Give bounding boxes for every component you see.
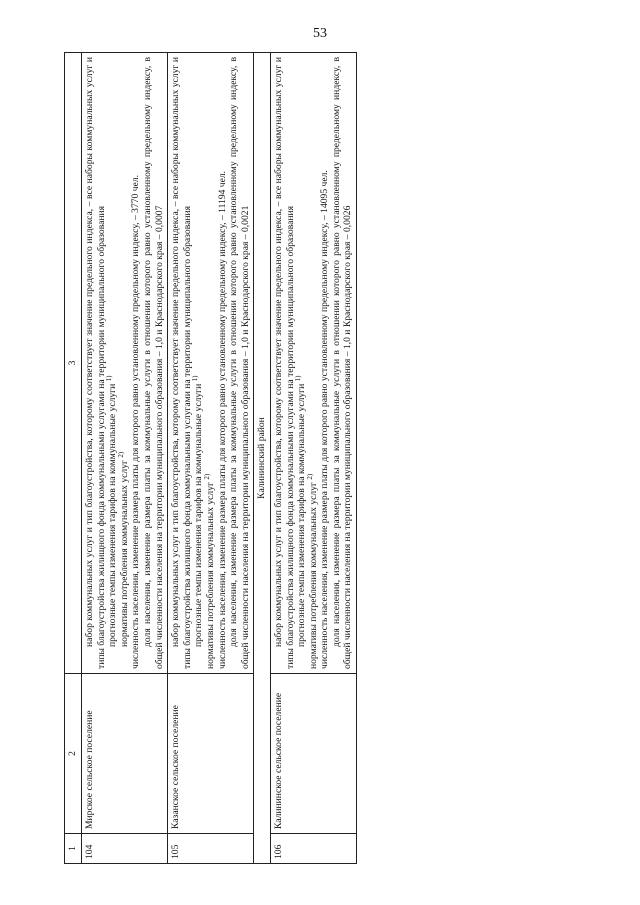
description-line: прогнозные темпы изменения тарифов на коммунальные услуги $^{1)}$ — [191, 375, 205, 647]
settlement-name: Казанское сельское поселение — [168, 674, 254, 834]
settlement-name: Калининское сельское поселение — [270, 674, 356, 834]
rotated-table-wrapper — [64, 53, 564, 864]
description-line: численность населения, изменение размера платы для которого равно установленному предельному индексу, – 3770 чел. — [130, 175, 142, 669]
district-row — [254, 53, 271, 864]
description-line: прогнозные темпы изменения тарифов на коммунальные услуги $^{1)}$ — [105, 375, 119, 647]
row-number: 105 — [168, 834, 254, 864]
description-line: прогнозные темпы изменения тарифов на коммунальные услуги $^{1)}$ — [293, 375, 308, 647]
table-row — [270, 53, 356, 864]
table-row — [82, 53, 168, 864]
table-header-row — [65, 53, 82, 864]
description-line: численность населения, изменение размера платы для которого равно установленному предельному индексу, – 14095 чел. — [319, 170, 331, 669]
description-line: набор коммунальных услуг и тип благоустройства, которому соответствует значение предельного индекса, – все наборы коммунальных услуг и типы благоустройства жилищного фонда коммунальными услугами на территории муниципального образования — [272, 57, 296, 669]
header-col-1: 1 — [65, 834, 82, 864]
table-row — [168, 53, 254, 864]
row-description — [82, 53, 168, 674]
row-number: 106 — [270, 834, 356, 864]
row-description — [270, 53, 356, 674]
description-line: нормативы потребления коммунальных услуг $^{2)}$ — [116, 451, 130, 647]
row-description — [168, 53, 254, 674]
row-number: 104 — [82, 834, 168, 864]
description-line: доля населения, изменение размера платы за коммунальные услуги в отношении которого равно установленному предельному индексу, в общей численности населения на территории муниципального образования – 1,0 и Краснодарского края – 0,0026 — [330, 57, 354, 669]
description-line: набор коммунальных услуг и тип благоустройства, которому соответствует значение предельного индекса, – все наборы коммунальных услуг и типы благоустройства жилищного фонда коммунальными услугами на территории муниципального образования — [170, 57, 193, 669]
description-line: набор коммунальных услуг и тип благоустройства, которому соответствует значение предельного индекса, – все наборы коммунальных услуг и типы благоустройства жилищного фонда коммунальными услугами на территории муниципального образования — [84, 57, 107, 669]
description-line: доля населения, изменение размера платы за коммунальные услуги в отношении которого равно установленному предельному индексу, в общей численности населения на территории муниципального образования – 1,0 и Краснодарского края – 0,0007 — [141, 57, 165, 669]
data-table — [64, 52, 357, 864]
description-line: доля населения, изменение размера платы за коммунальные услуги в отношении которого равно установленному предельному индексу, в общей численности населения на территории муниципального образования – 1,0 и Краснодарского края – 0,0021 — [228, 57, 251, 669]
description-line: численность населения, изменение размера платы для которого равно установленному предельному индексу, – 11194 чел. — [216, 170, 228, 669]
header-col-3: 3 — [65, 53, 82, 674]
description-line: нормативы потребления коммунальных услуг $^{2)}$ — [305, 473, 319, 669]
page-number: 53 — [313, 26, 327, 41]
description-line: нормативы потребления коммунальных услуг $^{2)}$ — [202, 473, 216, 669]
header-col-2: 2 — [65, 674, 82, 834]
settlement-name: Мирское сельское поселение — [82, 674, 168, 834]
district-name: Калининский район — [254, 53, 271, 864]
